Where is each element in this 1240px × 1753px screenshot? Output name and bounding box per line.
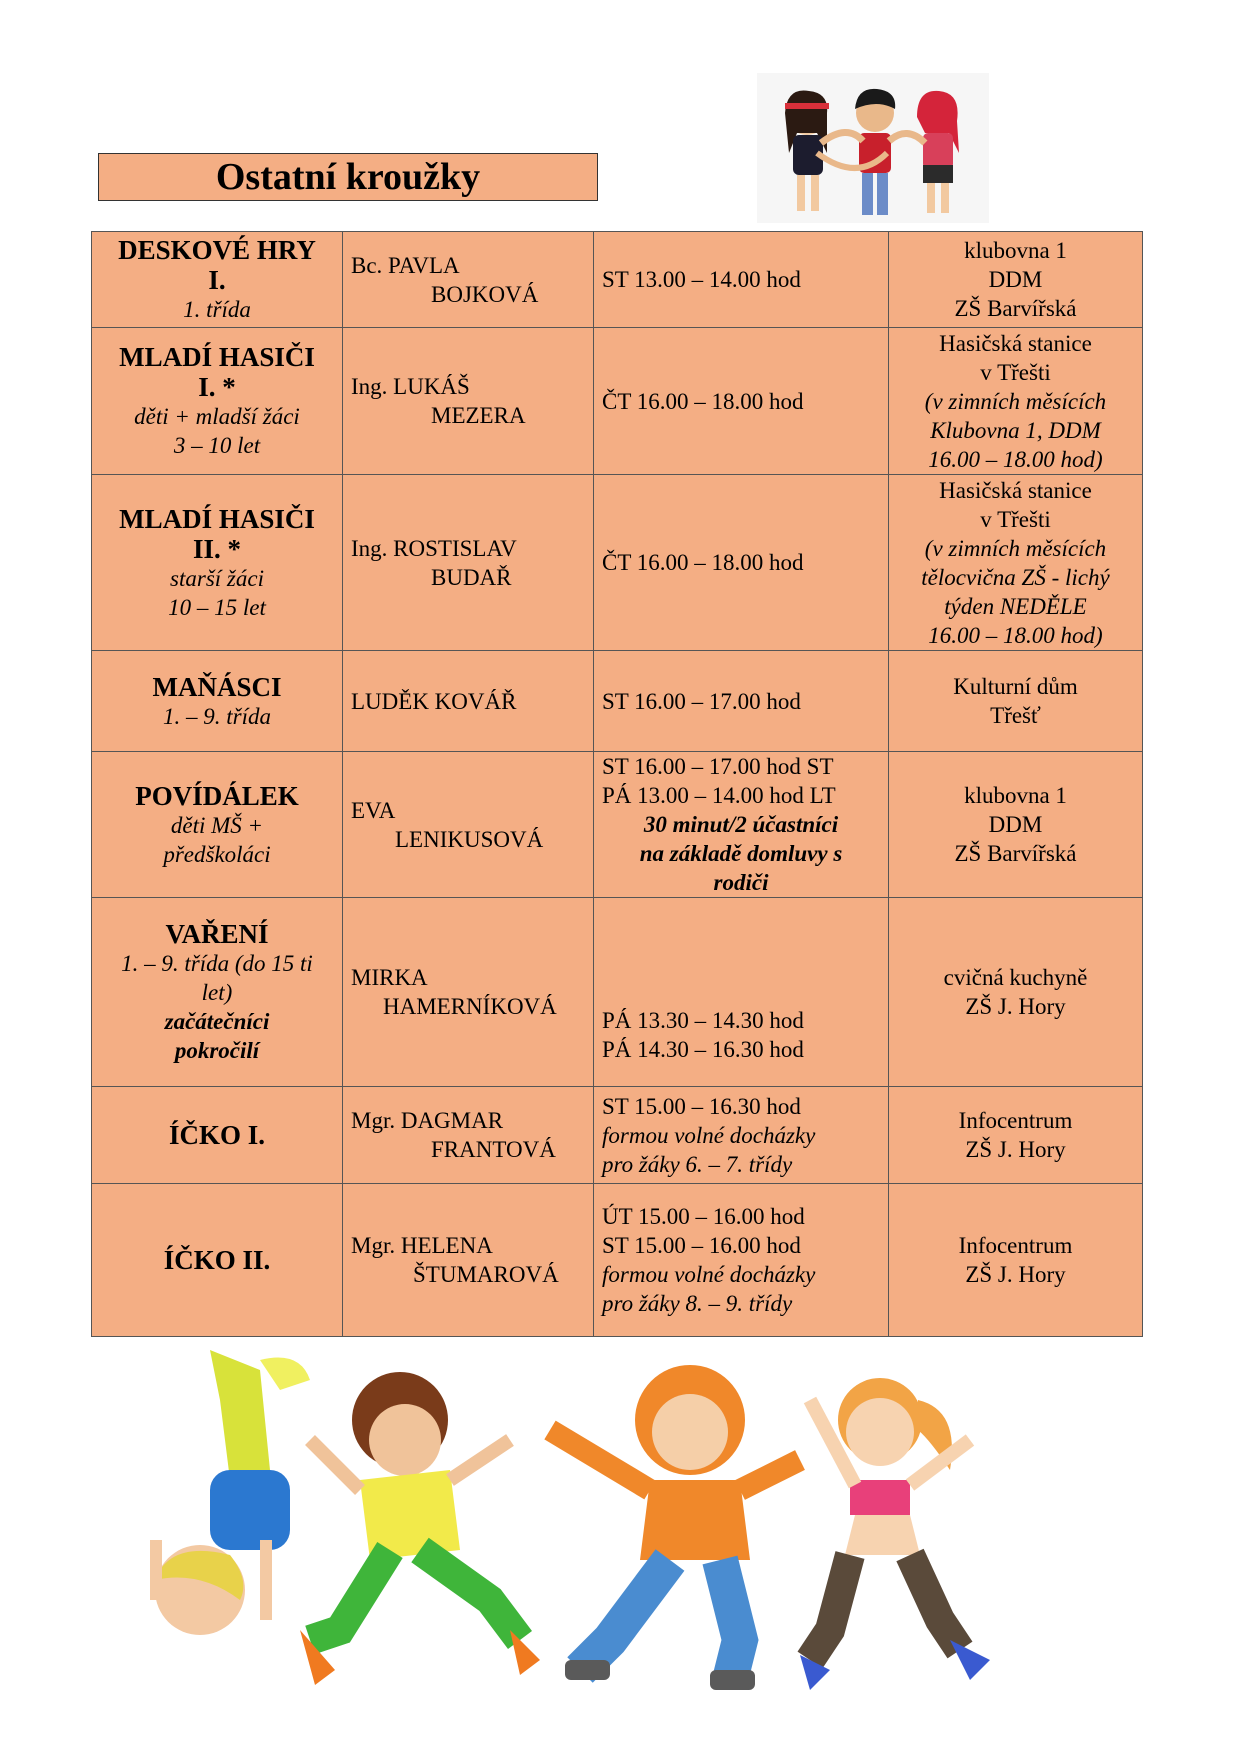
table-row: [92, 328, 1143, 475]
club-audience: let): [201, 980, 233, 1005]
hoodie-child: [550, 1365, 800, 1690]
children-friends-illustration: [757, 73, 989, 223]
schedule-time: PÁ 13.00 – 14.00 hod LT: [602, 783, 836, 808]
leader-name: Mgr. HELENA: [351, 1233, 493, 1258]
table-row: [92, 232, 1143, 328]
leader-surname: FRANTOVÁ: [431, 1137, 556, 1162]
ponytail-girl: [800, 1378, 990, 1690]
place-line: ZŠ J. Hory: [965, 994, 1066, 1019]
club-name-cell: [92, 328, 343, 475]
place-note: (v zimních měsících: [924, 535, 1107, 561]
place-line: klubovna 1: [964, 783, 1067, 808]
place-line: ZŠ J. Hory: [965, 1137, 1066, 1162]
club-audience: 1. – 9. třída (do 15 ti: [121, 951, 313, 976]
place-line: Kulturní dům: [953, 674, 1078, 699]
club-audience: děti + mladší žáci: [134, 404, 300, 429]
place-line: ZŠ Barvířská: [954, 296, 1077, 321]
place-line: Třešť: [990, 703, 1041, 728]
place-note: 16.00 – 18.00 hod): [928, 622, 1103, 648]
club-name-cell: [92, 651, 343, 752]
club-name-cell: [92, 752, 343, 898]
club-audience: děti MŠ +: [170, 812, 264, 838]
page-title: Ostatní kroužky: [215, 156, 481, 198]
time-cell: [594, 1087, 889, 1184]
schedule-note: formou volné docházky: [602, 1122, 816, 1148]
place-cell: [889, 1184, 1143, 1337]
place-cell: [889, 475, 1143, 651]
place-line: Infocentrum: [958, 1233, 1073, 1258]
schedule-time: PÁ 13.30 – 14.30 hod: [602, 1008, 804, 1033]
place-cell: [889, 1087, 1143, 1184]
schedule-time: ST 16.00 – 17.00 hod: [602, 688, 801, 714]
clubs-table: [91, 231, 1143, 1337]
place-note: (v zimních měsících: [924, 388, 1107, 414]
place-line: ZŠ Barvířská: [954, 841, 1077, 866]
schedule-time: ÚT 15.00 – 16.00 hod: [602, 1204, 805, 1229]
leader-cell: [343, 475, 594, 651]
club-audience: 1. třída: [183, 297, 251, 322]
leader-cell: [343, 1184, 594, 1337]
table-row: [92, 651, 1143, 752]
club-name: II. *: [192, 533, 241, 564]
leader-surname: ŠTUMAROVÁ: [413, 1262, 559, 1287]
place-line: DDM: [988, 267, 1043, 292]
club-name: VAŘENÍ: [165, 919, 269, 949]
time-cell: [594, 475, 889, 651]
schedule-note: 30 minut/2 účastníci: [643, 812, 839, 837]
place-cell: [889, 752, 1143, 898]
place-line: cvičná kuchyně: [943, 965, 1088, 990]
club-name: I. *: [198, 372, 236, 402]
place-note: 16.00 – 18.00 hod): [928, 446, 1103, 472]
club-name: MAŇÁSCI: [152, 671, 282, 702]
time-cell: [594, 328, 889, 475]
club-name-cell: [92, 232, 343, 328]
time-cell: [594, 651, 889, 752]
club-audience: starší žáci: [170, 565, 264, 591]
schedule-note: formou volné docházky: [602, 1262, 816, 1287]
leader-name: Ing. LUKÁŠ: [351, 374, 470, 399]
leader-cell: [343, 651, 594, 752]
place-cell: [889, 328, 1143, 475]
club-audience: předškoláci: [163, 841, 271, 867]
schedule-note: na základě domluvy s: [639, 841, 843, 866]
schedule-note: rodiči: [713, 870, 769, 895]
table-row: [92, 1087, 1143, 1184]
leader-surname: MEZERA: [431, 403, 526, 428]
club-name: ÍČKO I.: [168, 1120, 266, 1150]
place-cell: [889, 232, 1143, 328]
place-line: klubovna 1: [964, 238, 1067, 263]
place-note: tělocvična ZŠ - lichý: [921, 564, 1110, 590]
place-line: Hasičská stanice: [939, 477, 1092, 503]
leader-name: Mgr. DAGMAR: [351, 1108, 504, 1133]
schedule-time: ST 16.00 – 17.00 hod ST: [602, 754, 834, 779]
club-name: MLADÍ HASIČI: [119, 342, 315, 372]
place-line: DDM: [988, 812, 1043, 837]
leader-cell: [343, 1087, 594, 1184]
table-row: [92, 898, 1143, 1087]
leader-name: Bc. PAVLA: [351, 252, 460, 278]
club-name: POVÍDÁLEK: [135, 780, 299, 811]
place-line: Hasičská stanice: [939, 330, 1092, 356]
leader-surname: HAMERNÍKOVÁ: [383, 994, 557, 1019]
place-note: Klubovna 1, DDM: [930, 417, 1101, 443]
curly-boy: [300, 1372, 540, 1685]
breakdancer-child: [150, 1350, 310, 1635]
schedule-time: ČT 16.00 – 18.00 hod: [602, 388, 804, 414]
club-age: 3 – 10 let: [173, 433, 261, 458]
club-name: ÍČKO II.: [163, 1245, 271, 1275]
leader-cell: [343, 328, 594, 475]
club-name: MLADÍ HASIČI: [119, 503, 315, 534]
schedule-time: ST 15.00 – 16.30 hod: [602, 1093, 801, 1119]
time-cell: [594, 752, 889, 898]
place-line: ZŠ J. Hory: [965, 1262, 1066, 1287]
place-note: týden NEDĚLE: [944, 593, 1087, 619]
schedule-note: pro žáky 8. – 9. třídy: [602, 1291, 793, 1316]
schedule-time: ST 15.00 – 16.00 hod: [602, 1233, 801, 1258]
club-name-cell: [92, 475, 343, 651]
club-name-cell: [92, 1087, 343, 1184]
leader-name: EVA: [351, 797, 396, 823]
leader-surname: BUDAŘ: [431, 564, 512, 590]
leader-name: Ing. ROSTISLAV: [351, 535, 517, 561]
place-line: v Třešti: [980, 506, 1051, 532]
leader-surname: BOJKOVÁ: [431, 281, 539, 307]
club-level: pokročilí: [174, 1038, 260, 1063]
club-name: I.: [208, 265, 226, 295]
table-row: [92, 1184, 1143, 1337]
schedule-time: ČT 16.00 – 18.00 hod: [602, 550, 804, 575]
time-cell: [594, 1184, 889, 1337]
leader-cell: [343, 232, 594, 328]
leader-name: LUDĚK KOVÁŘ: [351, 688, 517, 714]
table-row: [92, 475, 1143, 651]
club-name-cell: [92, 898, 343, 1087]
club-name-cell: [92, 1184, 343, 1337]
table-row: [92, 752, 1143, 898]
dancing-children-illustration: [110, 1340, 1070, 1700]
leader-cell: [343, 752, 594, 898]
leader-cell: [343, 898, 594, 1087]
club-level: začátečníci: [164, 1009, 270, 1034]
leader-surname: LENIKUSOVÁ: [395, 826, 544, 852]
leader-name: MIRKA: [351, 965, 428, 990]
schedule-time: PÁ 14.30 – 16.30 hod: [602, 1037, 804, 1062]
place-line: Infocentrum: [958, 1108, 1073, 1133]
place-cell: [889, 898, 1143, 1087]
time-cell: [594, 898, 889, 1087]
club-audience: 1. – 9. třída: [163, 703, 271, 729]
page-title-box: [98, 153, 598, 201]
club-name: DESKOVÉ HRY: [118, 235, 316, 265]
schedule-time: ST 13.00 – 14.00 hod: [602, 267, 801, 292]
place-cell: [889, 651, 1143, 752]
place-line: v Třešti: [980, 359, 1051, 385]
schedule-note: pro žáky 6. – 7. třídy: [602, 1151, 793, 1177]
club-age: 10 – 15 let: [168, 594, 266, 620]
time-cell: [594, 232, 889, 328]
